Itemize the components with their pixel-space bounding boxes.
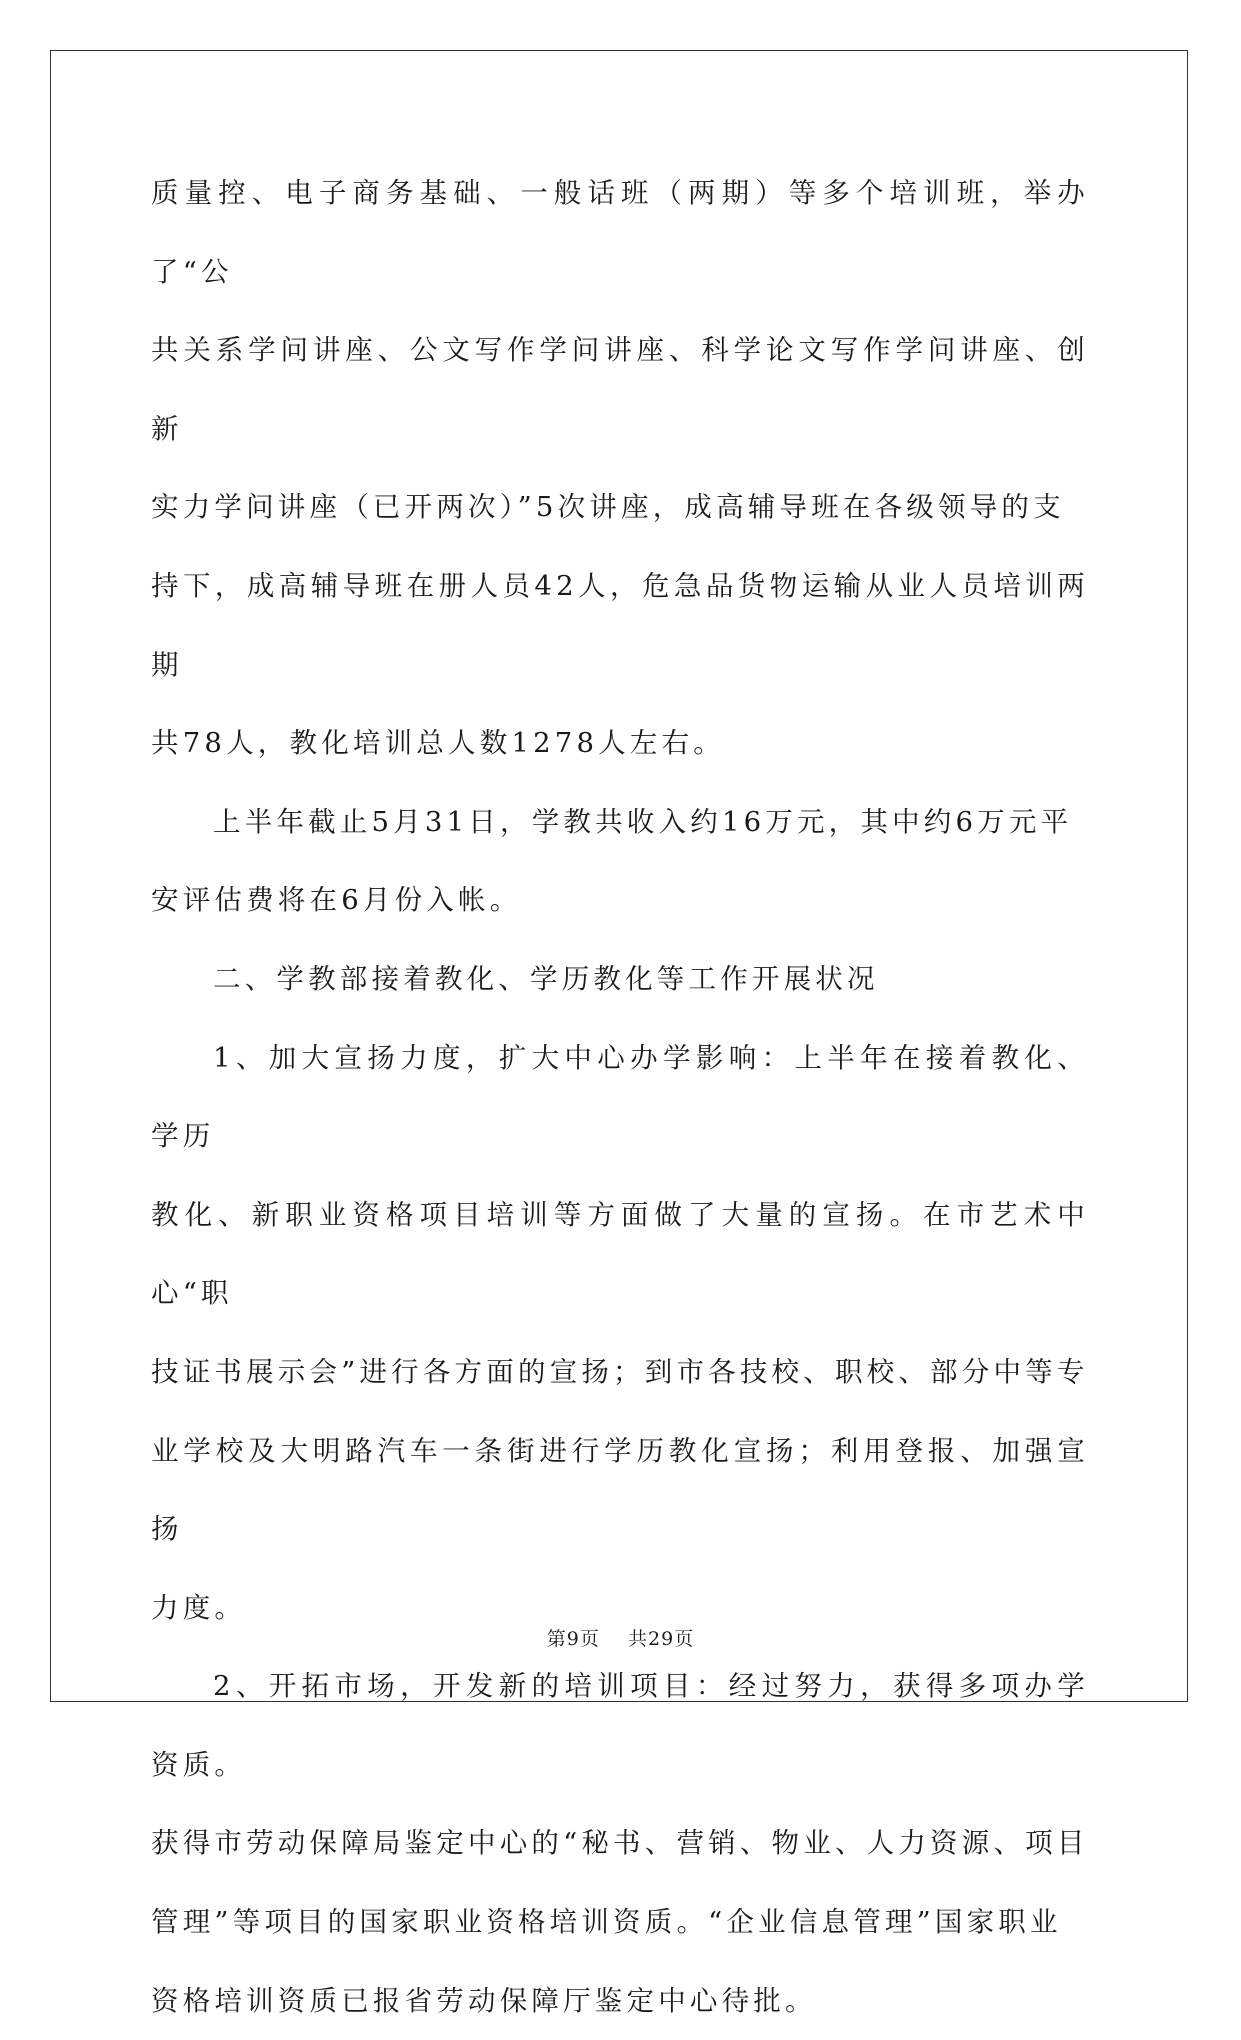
text-line: 二、学教部接着教化、学历教化等工作开展状况: [213, 962, 879, 995]
text-line: 获得市劳动保障局鉴定中心的“秘书、营销、物业、人力资源、项目: [151, 1827, 1089, 1860]
page-total: 共29页: [628, 1628, 695, 1650]
text-line: 1、加大宣扬力度，扩大中心办学影响：上半年在接着教化、学历: [151, 1041, 1089, 1153]
text-line: 教化、新职业资格项目培训等方面做了大量的宣扬。在市艺术中心“职: [151, 1198, 1089, 1310]
text-line: 持下，成高辅导班在册人员42人，危急品货物运输从业人员培训两期: [151, 569, 1089, 681]
text-line: 共关系学问讲座、公文写作学问讲座、科学论文写作学问讲座、创新: [151, 334, 1089, 445]
page-footer: [0, 1624, 1241, 1651]
paragraph-p5: [151, 1647, 1089, 2040]
text-line: 力度。: [151, 1591, 247, 1624]
section-heading: [151, 940, 1089, 1019]
paragraph-p4: [151, 1019, 1089, 1648]
text-line: 共78人，教化培训总人数1278人左右。: [151, 727, 725, 760]
text-line: 2、开拓市场，开发新的培训项目：经过努力，获得多项办学资质。: [151, 1670, 1089, 1781]
text-line: 质量控、电子商务基础、一般话班（两期）等多个培训班，举办了“公: [151, 177, 1089, 288]
text-line: 实力学问讲座（已开两次）”5次讲座，成高辅导班在各级领导的支: [151, 491, 1065, 524]
text-line: 技证书展示会”进行各方面的宣扬；到市各技校、职校、部分中等专: [151, 1355, 1089, 1388]
page-number: 第9页: [546, 1628, 600, 1650]
document-body: [151, 154, 1089, 2040]
text-line: 安评估费将在6月份入帐。: [151, 884, 522, 917]
text-line: 资格培训资质已报省劳动保障厅鉴定中心待批。: [151, 1984, 817, 2017]
paragraph-p2: [151, 783, 1089, 940]
text-line: 管理”等项目的国家职业资格培训资质。“企业信息管理”国家职业: [151, 1906, 1062, 1939]
paragraph-p1: [151, 154, 1089, 783]
text-line: 业学校及大明路汽车一条街进行学历教化宣扬；利用登报、加强宣扬: [151, 1434, 1089, 1546]
text-line: 上半年截止5月31日，学教共收入约16万元，其中约6万元平: [213, 805, 1073, 838]
